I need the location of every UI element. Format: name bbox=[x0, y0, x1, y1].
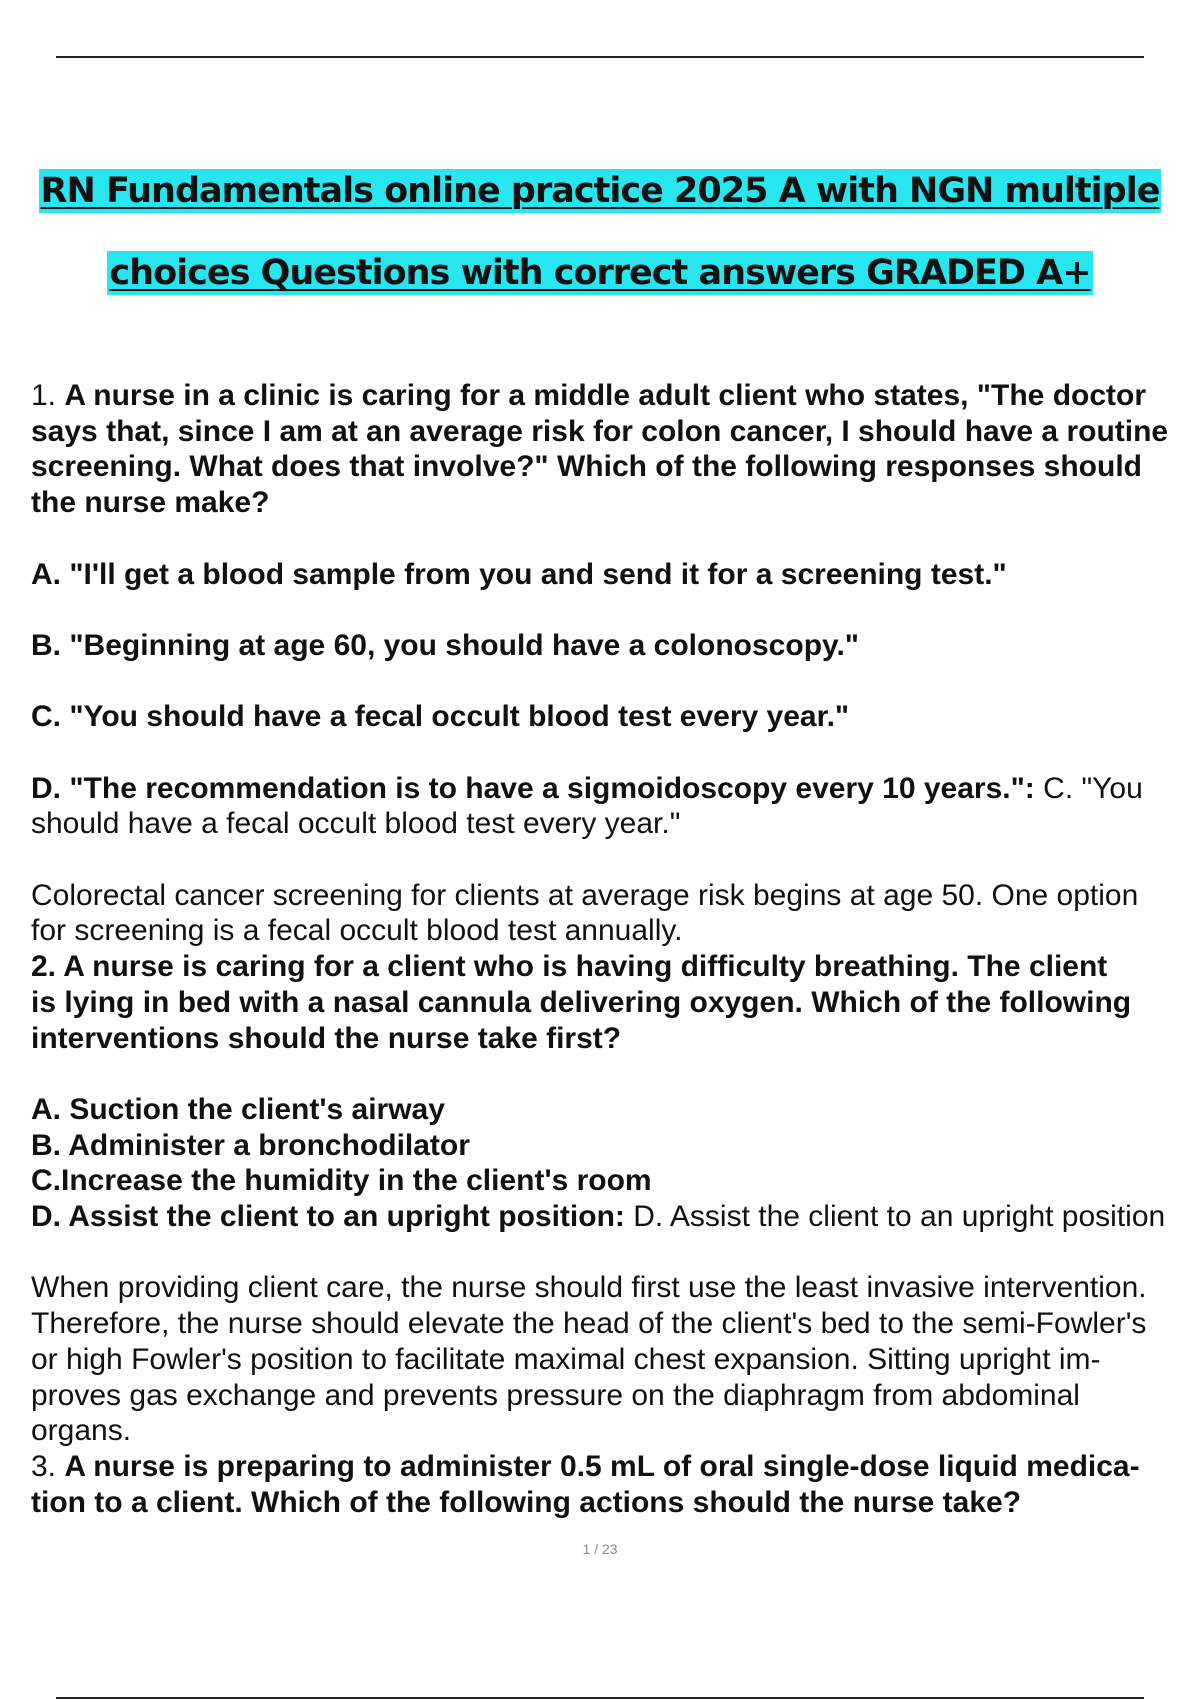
question-1-answer: C. "You bbox=[1034, 771, 1143, 805]
question-2-stem-line: is lying in bed with a nasal cannula delivering oxygen. Which of the following bbox=[31, 985, 1132, 1019]
question-2-rationale-line: Therefore, the nurse should elevate the head of the client's bed to the semi-Fowler's bbox=[31, 1307, 1147, 1341]
question-2-option-c: C.Increase the humidity in the client's room bbox=[31, 1164, 652, 1198]
title-line-2: choices Questions with correct answers GRADED A+ bbox=[109, 253, 1091, 293]
question-2-stem-line: interventions should the nurse take first? bbox=[31, 1021, 622, 1055]
question-2-stem-line: 2. A nurse is caring for a client who is having difficulty breathing. The client bbox=[31, 950, 1108, 984]
question-3-stem-line: tion to a client. Which of the following actions should the nurse take? bbox=[31, 1485, 1022, 1519]
question-1-rationale-line: Colorectal cancer screening for clients at average risk begins at age 50. One option bbox=[31, 878, 1139, 912]
question-2-rationale-line: or high Fowler's position to facilitate maximal chest expansion. Sitting upright im- bbox=[31, 1342, 1101, 1376]
question-1-stem-line: 1. A nurse in a clinic is caring for a middle adult client who states, "The doctor bbox=[31, 379, 1147, 412]
question-number: 1. bbox=[31, 379, 65, 412]
question-1-option-a: A. "I'll get a blood sample from you and send it for a screening test." bbox=[31, 557, 1007, 591]
question-2-option-b: B. Administer a bronchodilator bbox=[31, 1128, 470, 1162]
question-1-stem-line: the nurse make? bbox=[31, 486, 270, 520]
question-1-option-b: B. "Beginning at age 60, you should have a colonoscopy." bbox=[31, 628, 860, 662]
question-2-answer: D. Assist the client to an upright position bbox=[624, 1200, 1166, 1234]
question-1-rationale-line: for screening is a fecal occult blood test annually. bbox=[31, 914, 683, 948]
title-line-1: RN Fundamentals online practice 2025 A with NGN multiple bbox=[40, 171, 1160, 211]
question-1-option-c: C. "You should have a fecal occult blood test every year." bbox=[31, 700, 850, 734]
question-2-option-d: D. Assist the client to an upright position: D. Assist the client to an upright position bbox=[31, 1200, 1166, 1234]
question-1-answer-continued: should have a fecal occult blood test every year." bbox=[31, 807, 681, 841]
question-2-option-a: A. Suction the client's airway bbox=[31, 1092, 445, 1126]
document-title bbox=[0, 150, 1200, 314]
question-1-stem-line: says that, since I am at an average risk for colon cancer, I should have a routine bbox=[31, 414, 1169, 448]
question-1-option-d: D. "The recommendation is to have a sigmoidoscopy every 10 years.": C. "You bbox=[31, 771, 1143, 805]
question-2-rationale-line: When providing client care, the nurse should first use the least invasive intervention. bbox=[31, 1271, 1147, 1305]
question-2-rationale-line: proves gas exchange and prevents pressure on the diaphragm from abdominal bbox=[31, 1378, 1080, 1412]
page-number: 1 / 23 bbox=[582, 1541, 618, 1557]
top-rule bbox=[56, 56, 1144, 58]
question-3-stem-line: 3. A nurse is preparing to administer 0.5 mL of oral single-dose liquid medica- bbox=[31, 1449, 1140, 1483]
question-2-rationale-line: organs. bbox=[31, 1414, 132, 1448]
question-number: 3. bbox=[31, 1449, 65, 1483]
question-1-stem-line: screening. What does that involve?" Which of the following responses should bbox=[31, 450, 1142, 484]
document-body bbox=[31, 378, 1200, 1520]
bottom-rule bbox=[56, 1697, 1144, 1699]
